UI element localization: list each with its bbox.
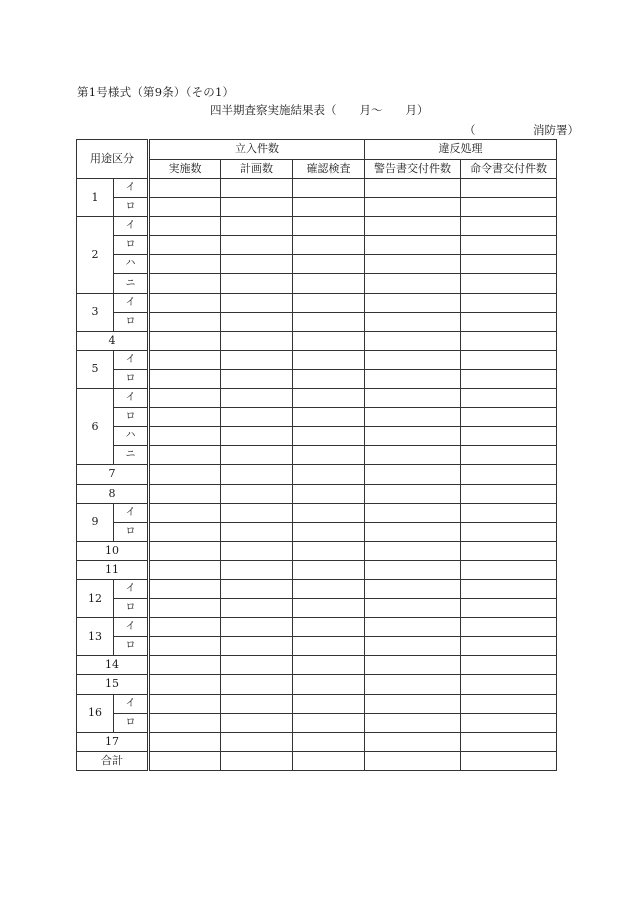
category-label: 9 (77, 503, 114, 541)
planned-cell[interactable] (221, 369, 293, 388)
implemented-cell[interactable] (149, 331, 221, 350)
order-issued-cell[interactable] (461, 446, 557, 465)
planned-cell[interactable] (221, 427, 293, 446)
warning-issued-cell[interactable] (365, 389, 461, 408)
confirm-inspection-cell[interactable] (293, 675, 365, 694)
planned-cell[interactable] (221, 236, 293, 255)
planned-cell[interactable] (221, 389, 293, 408)
order-issued-cell[interactable] (461, 236, 557, 255)
planned-cell[interactable] (221, 331, 293, 350)
planned-cell[interactable] (221, 656, 293, 675)
order-issued-cell[interactable] (461, 541, 557, 560)
confirm-inspection-cell[interactable] (293, 751, 365, 770)
implemented-cell[interactable] (149, 255, 221, 274)
warning-issued-cell[interactable] (365, 369, 461, 388)
implemented-cell[interactable] (149, 427, 221, 446)
total-row (77, 751, 557, 770)
implemented-cell[interactable] (149, 198, 221, 217)
implemented-cell[interactable] (149, 560, 221, 579)
table-row (77, 732, 557, 751)
implemented-cell[interactable] (149, 389, 221, 408)
warning-issued-cell[interactable] (365, 179, 461, 198)
planned-cell[interactable] (221, 560, 293, 579)
order-issued-cell[interactable] (461, 618, 557, 637)
inspection-results-table (76, 139, 557, 771)
warning-issued-cell[interactable] (365, 656, 461, 675)
implemented-cell[interactable] (149, 599, 221, 618)
warning-issued-cell[interactable] (365, 255, 461, 274)
planned-cell[interactable] (221, 350, 293, 369)
confirm-inspection-cell[interactable] (293, 560, 365, 579)
order-issued-header: 命令書交付件数 (461, 159, 557, 179)
category-label: 6 (77, 389, 114, 465)
planned-cell[interactable] (221, 503, 293, 522)
order-issued-cell[interactable] (461, 350, 557, 369)
table-row (77, 541, 557, 560)
warning-issued-cell[interactable] (365, 541, 461, 560)
subcategory-label: ニ (114, 274, 149, 293)
warning-issued-cell[interactable] (365, 198, 461, 217)
subcategory-label: イ (114, 579, 149, 598)
order-issued-cell[interactable] (461, 389, 557, 408)
order-issued-cell[interactable] (461, 255, 557, 274)
warning-issued-cell[interactable] (365, 599, 461, 618)
order-issued-cell[interactable] (461, 293, 557, 312)
implemented-cell[interactable] (149, 694, 221, 713)
implemented-cell[interactable] (149, 675, 221, 694)
confirm-inspection-cell[interactable] (293, 732, 365, 751)
category-label: 8 (77, 484, 149, 503)
warning-issued-cell[interactable] (365, 503, 461, 522)
confirm-inspection-cell[interactable] (293, 713, 365, 732)
order-issued-cell[interactable] (461, 599, 557, 618)
confirm-inspection-cell[interactable] (293, 274, 365, 293)
implemented-cell[interactable] (149, 293, 221, 312)
category-label: 7 (77, 465, 149, 484)
subcategory-label: イ (114, 503, 149, 522)
confirm-inspection-cell[interactable] (293, 312, 365, 331)
planned-cell[interactable] (221, 408, 293, 427)
order-issued-cell[interactable] (461, 331, 557, 350)
order-issued-cell[interactable] (461, 274, 557, 293)
planned-cell[interactable] (221, 579, 293, 598)
table-row (77, 350, 557, 369)
table-row (77, 179, 557, 198)
table-row (77, 618, 557, 637)
planned-cell[interactable] (221, 637, 293, 656)
implemented-cell[interactable] (149, 465, 221, 484)
warning-issued-cell[interactable] (365, 751, 461, 770)
warning-issued-cell[interactable] (365, 618, 461, 637)
subcategory-label: イ (114, 694, 149, 713)
confirm-inspection-cell[interactable] (293, 369, 365, 388)
subcategory-label: イ (114, 179, 149, 198)
order-issued-cell[interactable] (461, 484, 557, 503)
category-label: 16 (77, 694, 114, 732)
implemented-cell[interactable] (149, 732, 221, 751)
warning-issued-cell[interactable] (365, 236, 461, 255)
warning-issued-cell[interactable] (365, 579, 461, 598)
category-label: 12 (77, 579, 114, 617)
table-row (77, 236, 557, 255)
confirm-inspection-header: 確認検査 (293, 159, 365, 179)
implemented-cell[interactable] (149, 446, 221, 465)
warning-issued-cell[interactable] (365, 217, 461, 236)
table-row (77, 713, 557, 732)
implemented-cell[interactable] (149, 503, 221, 522)
confirm-inspection-cell[interactable] (293, 579, 365, 598)
confirm-inspection-cell[interactable] (293, 503, 365, 522)
table-row (77, 369, 557, 388)
implemented-cell[interactable] (149, 522, 221, 541)
planned-cell[interactable] (221, 465, 293, 484)
planned-cell[interactable] (221, 599, 293, 618)
violations-group-header: 違反処理 (365, 140, 557, 160)
confirm-inspection-cell[interactable] (293, 465, 365, 484)
category-label: 13 (77, 618, 114, 656)
confirm-inspection-cell[interactable] (293, 541, 365, 560)
confirm-inspection-cell[interactable] (293, 694, 365, 713)
warning-issued-cell[interactable] (365, 312, 461, 331)
subcategory-label: ハ (114, 255, 149, 274)
planned-cell[interactable] (221, 675, 293, 694)
planned-cell[interactable] (221, 484, 293, 503)
table-row (77, 656, 557, 675)
planned-cell[interactable] (221, 541, 293, 560)
warning-issued-cell[interactable] (365, 637, 461, 656)
confirm-inspection-cell[interactable] (293, 484, 365, 503)
warning-issued-cell[interactable] (365, 560, 461, 579)
confirm-inspection-cell[interactable] (293, 427, 365, 446)
warning-issued-cell[interactable] (365, 350, 461, 369)
subcategory-label: ニ (114, 446, 149, 465)
implemented-header: 実施数 (149, 159, 221, 179)
confirm-inspection-cell[interactable] (293, 656, 365, 675)
confirm-inspection-cell[interactable] (293, 255, 365, 274)
planned-header: 計画数 (221, 159, 293, 179)
fire-station-field: （ 消防署） (464, 123, 579, 137)
table-row (77, 312, 557, 331)
warning-issued-cell[interactable] (365, 694, 461, 713)
warning-issued-cell[interactable] (365, 713, 461, 732)
implemented-cell[interactable] (149, 217, 221, 236)
order-issued-cell[interactable] (461, 694, 557, 713)
table-row (77, 198, 557, 217)
table-row (77, 694, 557, 713)
confirm-inspection-cell[interactable] (293, 179, 365, 198)
implemented-cell[interactable] (149, 637, 221, 656)
confirm-inspection-cell[interactable] (293, 331, 365, 350)
total-label: 合計 (77, 751, 149, 770)
category-label: 11 (77, 560, 149, 579)
warning-issued-cell[interactable] (365, 465, 461, 484)
confirm-inspection-cell[interactable] (293, 446, 365, 465)
subcategory-label: ロ (114, 369, 149, 388)
implemented-cell[interactable] (149, 618, 221, 637)
subcategory-label: ハ (114, 427, 149, 446)
subcategory-label: ロ (114, 236, 149, 255)
planned-cell[interactable] (221, 198, 293, 217)
confirm-inspection-cell[interactable] (293, 236, 365, 255)
confirm-inspection-cell[interactable] (293, 599, 365, 618)
order-issued-cell[interactable] (461, 637, 557, 656)
planned-cell[interactable] (221, 618, 293, 637)
planned-cell[interactable] (221, 255, 293, 274)
order-issued-cell[interactable] (461, 179, 557, 198)
table-row (77, 331, 557, 350)
warning-issued-cell[interactable] (365, 446, 461, 465)
category-label: 2 (77, 217, 114, 293)
category-label: 10 (77, 541, 149, 560)
warning-issued-cell[interactable] (365, 274, 461, 293)
planned-cell[interactable] (221, 751, 293, 770)
category-label: 1 (77, 179, 114, 217)
warning-issued-cell[interactable] (365, 484, 461, 503)
confirm-inspection-cell[interactable] (293, 522, 365, 541)
confirm-inspection-cell[interactable] (293, 618, 365, 637)
table-row (77, 255, 557, 274)
warning-issued-cell[interactable] (365, 522, 461, 541)
implemented-cell[interactable] (149, 408, 221, 427)
implemented-cell[interactable] (149, 656, 221, 675)
order-issued-cell[interactable] (461, 465, 557, 484)
order-issued-cell[interactable] (461, 732, 557, 751)
warning-issued-cell[interactable] (365, 331, 461, 350)
confirm-inspection-cell[interactable] (293, 389, 365, 408)
use-category-header: 用途区分 (77, 140, 149, 179)
subcategory-label: ロ (114, 198, 149, 217)
planned-cell[interactable] (221, 713, 293, 732)
implemented-cell[interactable] (149, 179, 221, 198)
table-row (77, 503, 557, 522)
category-label: 15 (77, 675, 149, 694)
table-row (77, 484, 557, 503)
confirm-inspection-cell[interactable] (293, 198, 365, 217)
category-label: 5 (77, 350, 114, 388)
subcategory-label: ロ (114, 312, 149, 331)
order-issued-cell[interactable] (461, 427, 557, 446)
category-label: 3 (77, 293, 114, 331)
table-row (77, 293, 557, 312)
order-issued-cell[interactable] (461, 579, 557, 598)
table-row (77, 446, 557, 465)
table-row (77, 408, 557, 427)
order-issued-cell[interactable] (461, 369, 557, 388)
planned-cell[interactable] (221, 732, 293, 751)
planned-cell[interactable] (221, 293, 293, 312)
confirm-inspection-cell[interactable] (293, 293, 365, 312)
warning-issued-cell[interactable] (365, 675, 461, 694)
category-label: 4 (77, 331, 149, 350)
table-row (77, 675, 557, 694)
planned-cell[interactable] (221, 312, 293, 331)
category-label: 17 (77, 732, 149, 751)
order-issued-cell[interactable] (461, 675, 557, 694)
order-issued-cell[interactable] (461, 198, 557, 217)
warning-issued-cell[interactable] (365, 427, 461, 446)
implemented-cell[interactable] (149, 312, 221, 331)
inspections-group-header: 立入件数 (149, 140, 365, 160)
implemented-cell[interactable] (149, 579, 221, 598)
subcategory-label: イ (114, 389, 149, 408)
implemented-cell[interactable] (149, 274, 221, 293)
table-row (77, 522, 557, 541)
subcategory-label: イ (114, 293, 149, 312)
header-row-2 (77, 159, 557, 179)
planned-cell[interactable] (221, 694, 293, 713)
implemented-cell[interactable] (149, 713, 221, 732)
planned-cell[interactable] (221, 179, 293, 198)
category-label: 14 (77, 656, 149, 675)
subcategory-label: ロ (114, 637, 149, 656)
table-row (77, 599, 557, 618)
table-row (77, 427, 557, 446)
order-issued-cell[interactable] (461, 751, 557, 770)
warning-issued-cell[interactable] (365, 293, 461, 312)
warning-issued-cell[interactable] (365, 732, 461, 751)
order-issued-cell[interactable] (461, 217, 557, 236)
subcategory-label: ロ (114, 713, 149, 732)
planned-cell[interactable] (221, 522, 293, 541)
confirm-inspection-cell[interactable] (293, 408, 365, 427)
header-row-1 (77, 140, 557, 160)
implemented-cell[interactable] (149, 369, 221, 388)
order-issued-cell[interactable] (461, 522, 557, 541)
implemented-cell[interactable] (149, 236, 221, 255)
implemented-cell[interactable] (149, 541, 221, 560)
confirm-inspection-cell[interactable] (293, 217, 365, 236)
table-row (77, 465, 557, 484)
planned-cell[interactable] (221, 274, 293, 293)
order-issued-cell[interactable] (461, 312, 557, 331)
order-issued-cell[interactable] (461, 503, 557, 522)
warning-issued-header: 警告書交付件数 (365, 159, 461, 179)
table-row (77, 560, 557, 579)
planned-cell[interactable] (221, 446, 293, 465)
document-title: 四半期査察実施結果表（ 月～ 月） (210, 103, 429, 117)
form-number: 第1号様式（第9条）（その1） (77, 85, 235, 99)
implemented-cell[interactable] (149, 484, 221, 503)
table-row (77, 274, 557, 293)
warning-issued-cell[interactable] (365, 408, 461, 427)
subcategory-label: ロ (114, 522, 149, 541)
confirm-inspection-cell[interactable] (293, 350, 365, 369)
subcategory-label: ロ (114, 408, 149, 427)
subcategory-label: イ (114, 217, 149, 236)
table-row (77, 637, 557, 656)
order-issued-cell[interactable] (461, 560, 557, 579)
implemented-cell[interactable] (149, 751, 221, 770)
table-row (77, 217, 557, 236)
order-issued-cell[interactable] (461, 656, 557, 675)
planned-cell[interactable] (221, 217, 293, 236)
implemented-cell[interactable] (149, 350, 221, 369)
order-issued-cell[interactable] (461, 713, 557, 732)
subcategory-label: イ (114, 618, 149, 637)
table-row (77, 579, 557, 598)
subcategory-label: イ (114, 350, 149, 369)
order-issued-cell[interactable] (461, 408, 557, 427)
table-row (77, 389, 557, 408)
confirm-inspection-cell[interactable] (293, 637, 365, 656)
subcategory-label: ロ (114, 599, 149, 618)
